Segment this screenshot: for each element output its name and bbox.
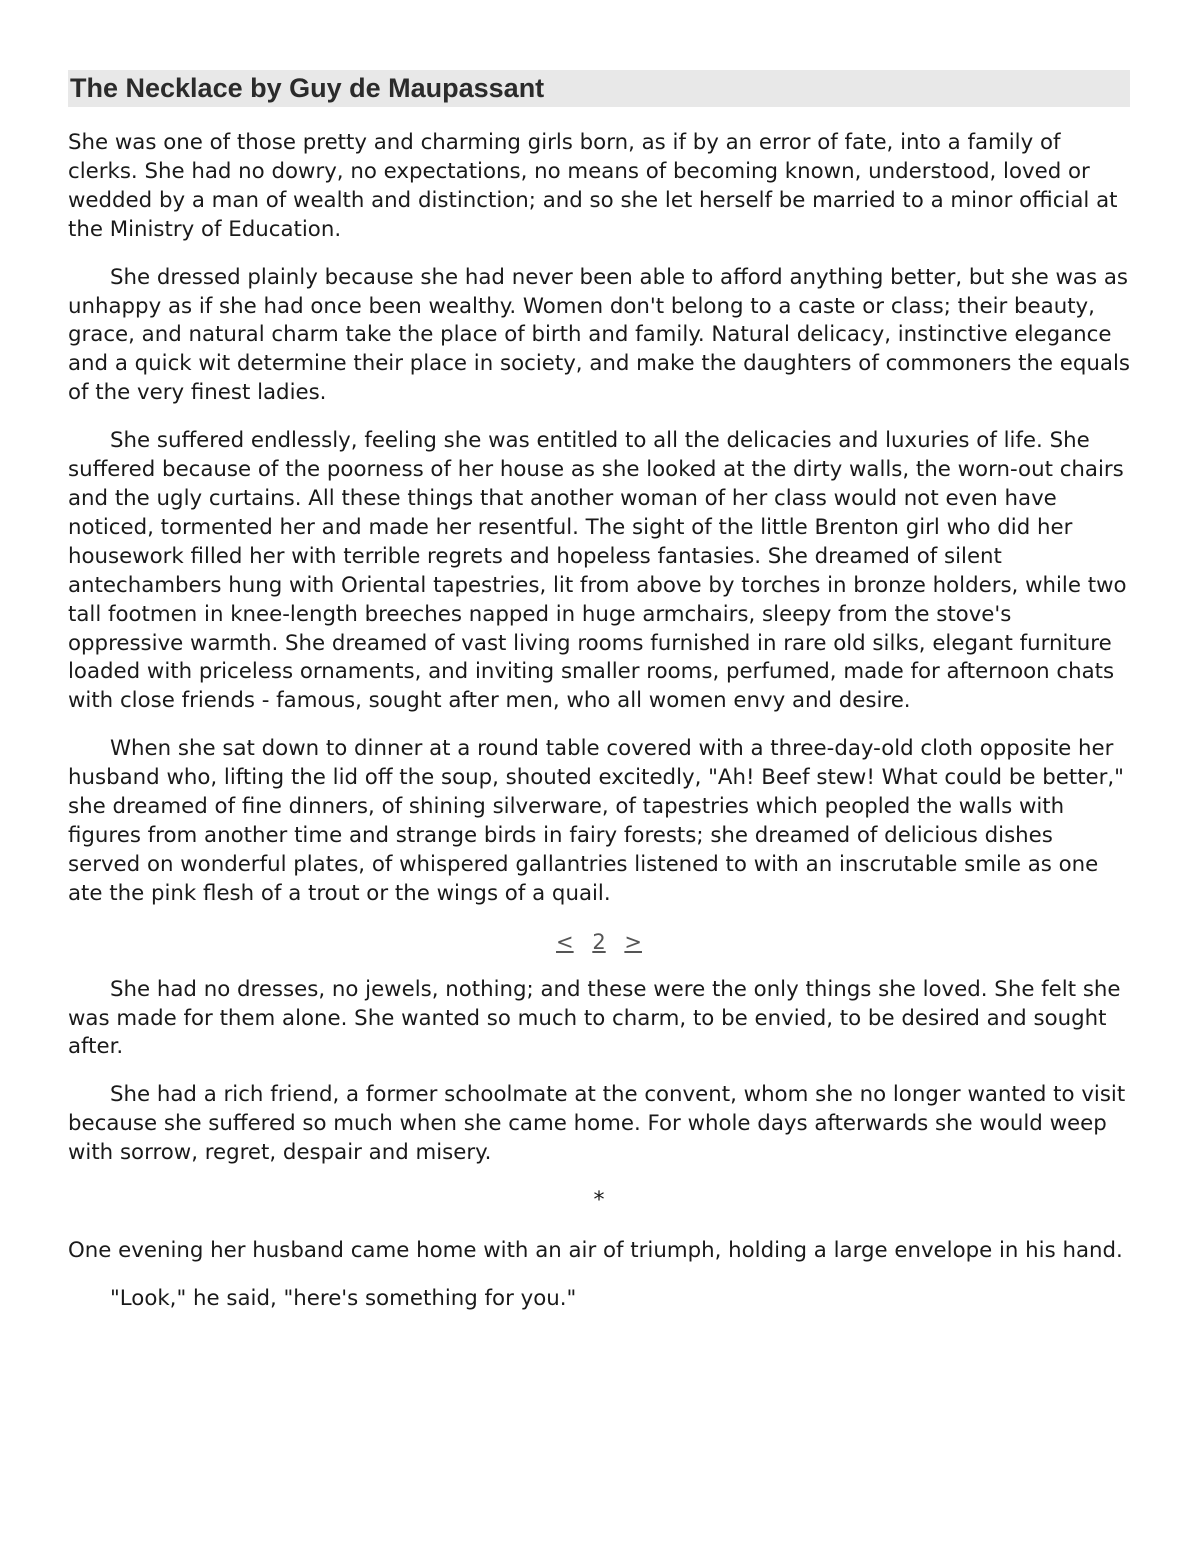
paragraph: She had a rich friend, a former schoolmate at the convent, whom she no longer wanted to visit because she suffered so much when she came home. For whole days afterwards she would weep with sorrow, regret, despair and misery. [68,1082,1126,1166]
document-page [68,70,1130,1333]
paragraph: When she sat down to dinner at a round table covered with a three-day-old cloth opposite her husband who, lifting the lid off the soup, shouted excitedly, "Ah! Beef stew! What could be better," she dreamed of fine dinners, of shining silverware, of tapestries which peopled the walls with figures from another time and strange birds in fairy forests; she dreamed of delicious dishes served on wonderful plates, of whispered gallantries listened to with an inscrutable smile as one ate the pink flesh of a trout or the wings of a quail. [68,736,1124,906]
paragraph: She had no dresses, no jewels, nothing; and these were the only things she loved. She felt she was made for them alone. She wanted so much to charm, to be envied, to be desired and sought after. [68,976,1121,1060]
paragraph: "Look," he said, "here's something for you." [110,1286,577,1311]
paragraph: She suffered endlessly, feeling she was entitled to all the delicacies and luxuries of life. She suffered because of the poorness of her house as she looked at the dirty walls, the worn-out chairs and the ugly curtains. All these things that another woman of her class would not even have noticed, tormented her and made her resentful. The sight of the little Brenton girl who did her housework filled her with terrible regrets and hopeless fantasies. She dreamed of silent antechambers hung with Oriental tapestries, lit from above by torches in bronze holders, while two tall footmen in knee-length breeches napped in huge armchairs, sleepy from the stove's oppressive warmth. She dreamed of vast living rooms furnished in rare old silks, elegant furniture loaded with priceless ornaments, and inviting smaller rooms, perfumed, made for afternoon chats with close friends - famous, sought after men, who all women envy and desire. [68,428,1127,714]
paragraph: She was one of those pretty and charming girls born, as if by an error of fate, into a family of clerks. She had no dowry, no expectations, no means of becoming known, understood, loved or wedded by a man of wealth and distinction; and so she let herself be married to a minor official at the Ministry of Education. [68,130,1118,242]
page-title: The Necklace by Guy de Maupassant [70,73,545,103]
next-page-link[interactable]: > [624,929,642,954]
paragraph: One evening her husband came home with an air of triumph, holding a large envelope in his hand. [68,1238,1123,1264]
prev-page-link[interactable]: < [556,929,574,954]
title-bar [68,70,1130,107]
paragraph: She dressed plainly because she had never been able to afford anything better, but she was as unhappy as if she had once been wealthy. Women don't belong to a caste or class; their beauty, grace, and natural charm take the place of birth and family. Natural delicacy, instinctive elegance and a quick wit determine their place in society, and make the daughters of commoners the equals of the very finest ladies. [68,264,1130,406]
pagination [68,928,1130,956]
page-number: 2 [592,929,606,954]
section-break: * [593,1188,605,1214]
